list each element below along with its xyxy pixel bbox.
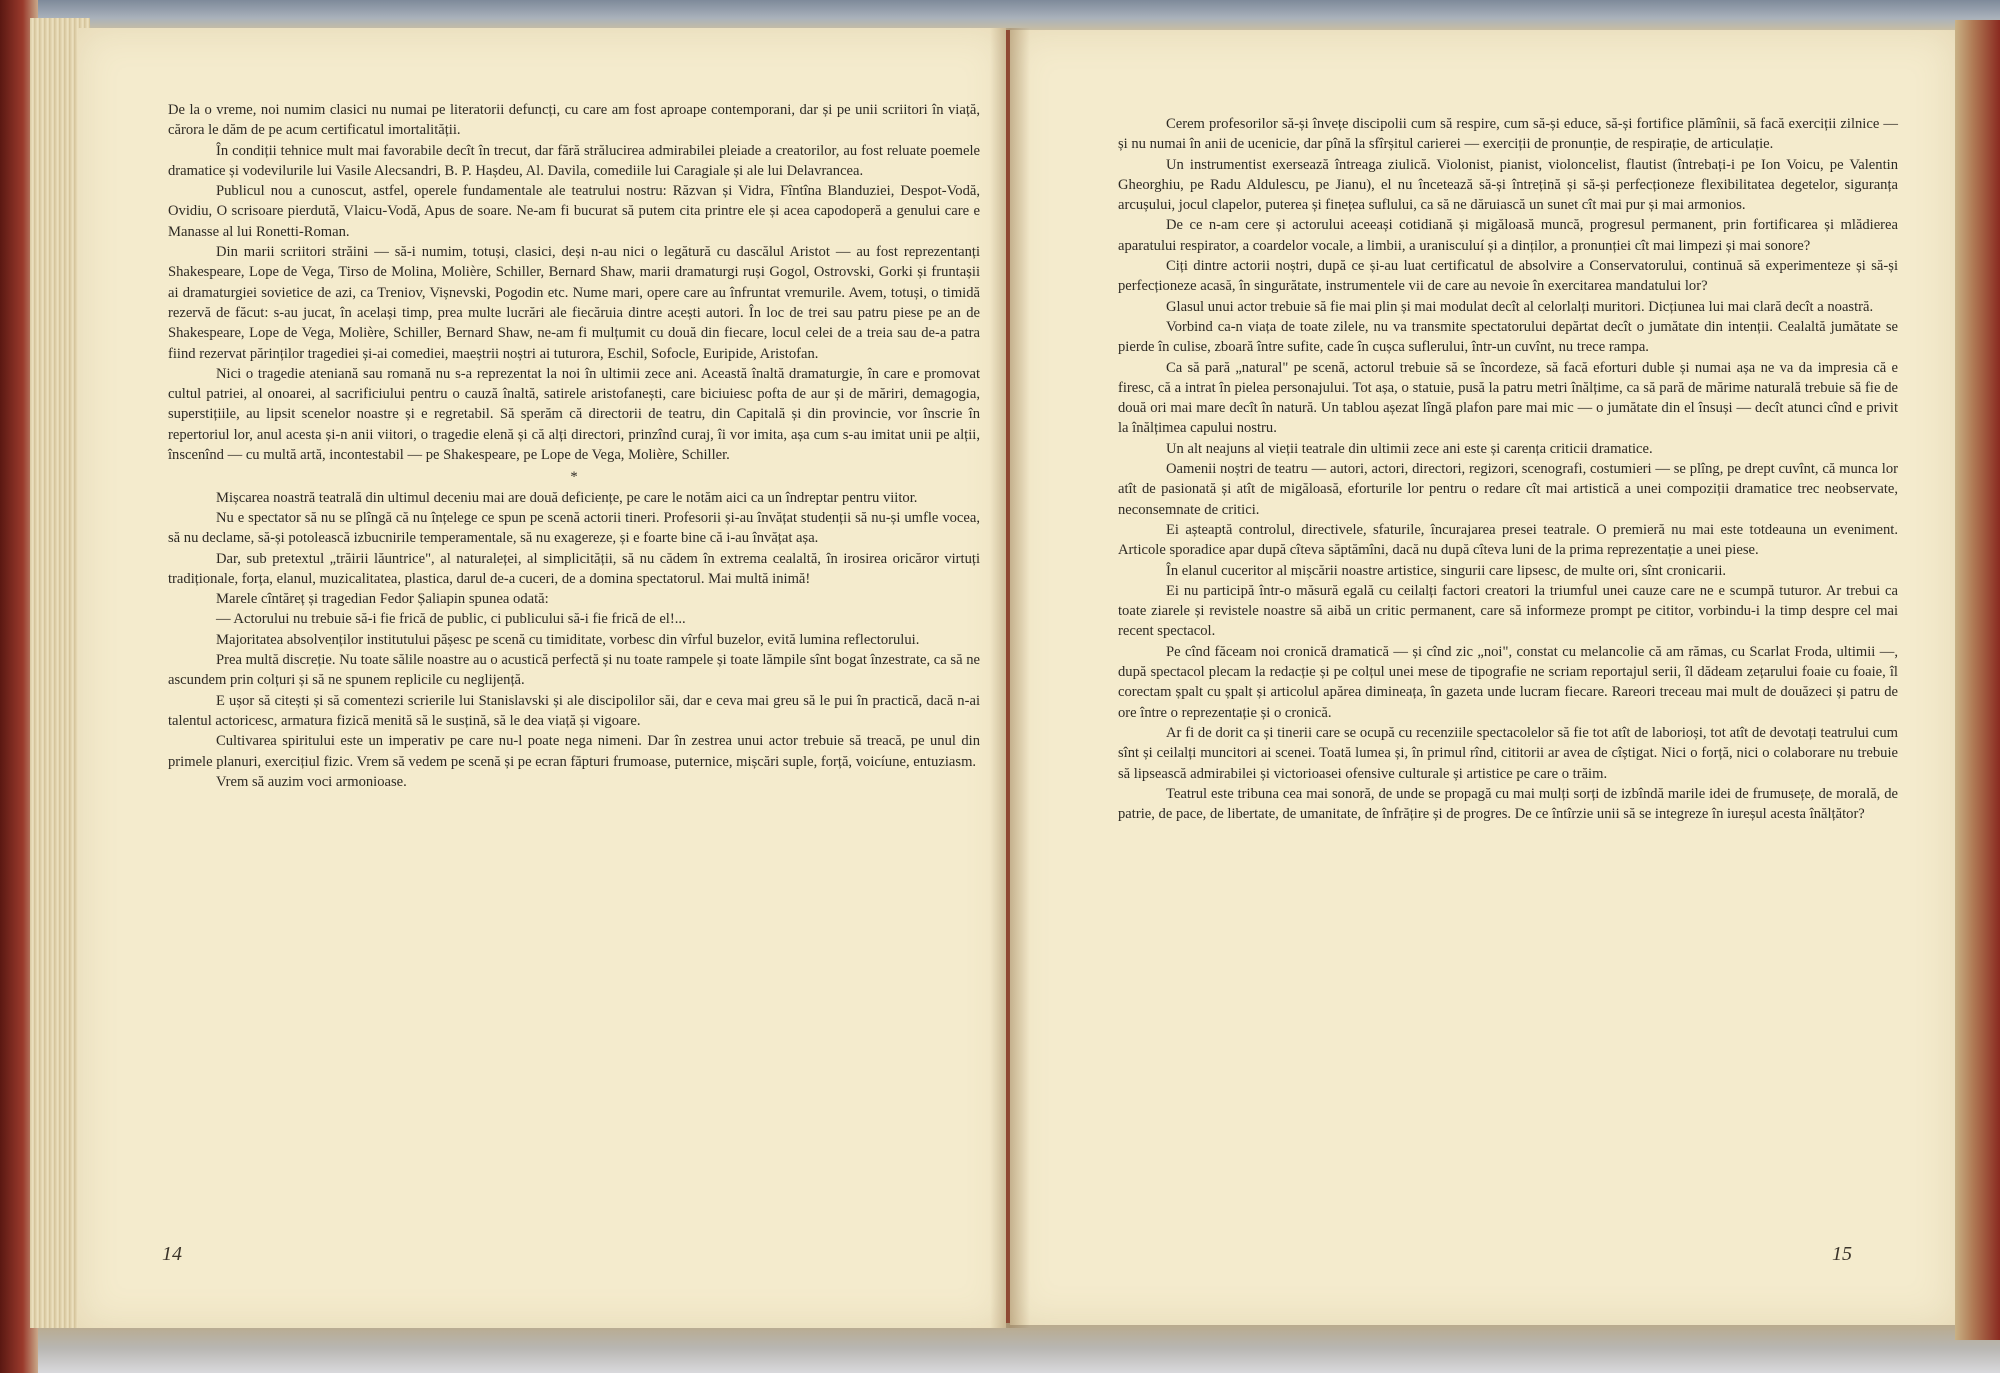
top-background <box>0 0 2000 30</box>
paragraph: Ar fi de dorit ca și tinerii care se ocupă cu recenziile spectacolelor să fie tot atît de laborioși, tot atît de devotați teatrului cum sînt și ceilalți muncitori ai scenei. Toată lumea și, în primul rînd, cititorii ar avea de cîștigat. Nici o forță, nici o colaborare nu trebuie să lipsească admirabilei și victorioasei ofensive culturale și artistice pe care o trăim. <box>1118 724 1898 782</box>
paragraph: Nici o tragedie ateniană sau romană nu s-a reprezentat la noi în ultimii zece ani. Această înaltă dramaturgie, în care e promovat cultul patriei, al onoarei, al sacrificiului pentru o cauză înaltă, satirele aristofanești, care biciuiesc pofta de aur și de măriri, demagogia, superstițiile, au lipsit scenelor noastre și e regretabil. Să sperăm că directorii de teatru, din Capitală și din provincie, vor înscrie în repertoriul lor, anul acesta și-n anii viitori, o tragedie elenă și că alți directori, prinzînd curaj, îi vor imita, așa cum s-au imitat unii pe alții, înscenînd — cu multă artă, incontestabil — pe Shakespeare, pe Lope de Vega, Molière, Schiller. <box>168 365 980 464</box>
paragraph: Majoritatea absolvenților institutului pășesc pe scenă cu timiditate, vorbesc din vîrful buzelor, evită lumina reflectorului. <box>216 631 920 648</box>
paragraph: Marele cîntăreț și tragedian Fedor Șaliapin spunea odată: <box>216 591 549 608</box>
paragraph: Pe cînd făceam noi cronică dramatică — și cînd zic „noi", constat cu melancolie că am rămas, cu Scarlat Froda, ultimii —, după spectacol plecam la redacție și pe colțul unei mese de tipografie ne scriam reportajul serii, îl dădeam zețarului foaie cu foaie, îl corectam șpalt cu șpalt și articolul apărea dimineața, în gazeta unde lucram fiecare. Rareori treceau mai mult de douăzeci și patru de ore între o reprezentație și o cronică. <box>1118 643 1898 721</box>
paragraph: Vorbind ca-n viața de toate zilele, nu va transmite spectatorului depărtat decît o jumătate din intenții. Cealaltă jumătate se pierde în culise, zboară între sufite, cade în cușca suflerului, într-un cuvînt, nu trece rampa. <box>1118 318 1898 356</box>
paragraph: În condiții tehnice mult mai favorabile decît în trecut, dar fără strălucirea admirabilei pleiade a creatorilor, au fost reluate poemele dramatice și vodevilurile lui Vasile Alecsandri, B. P. Hașdeu, Al. Davila, comediile lui Caragiale și ale lui Delavrancea. <box>168 142 980 179</box>
left-page <box>78 28 1006 1328</box>
paragraph: Un instrumentist exersează întreaga ziulică. Violonist, pianist, violoncelist, flautist (întrebați-i pe Ion Voicu, pe Valentin Gheorghiu, pe Radu Aldulescu, pe Jianu), el nu încetează să-și întrețină și să-și perfecționeze flexibilitatea degetelor, siguranța arcușului, jocul clapelor, puterea și finețea suflului, ca să ne dăruiască un sunet cît mai pur și mai armonios. <box>1118 156 1898 214</box>
page-number: 14 <box>162 1243 182 1265</box>
paragraph: Vrem să auzim voci armonioase. <box>216 773 407 790</box>
paragraph: Cerem profesorilor să-și învețe discipolii cum să respire, cum să-și educe, să-și fortifice plămînii, să facă exerciții zilnice — și nu numai în anii de ucenicie, dar pînă la sfîrșitul carierei — exerciții de pronunție, de respirație, de articulație. <box>1118 116 1898 153</box>
paragraph: Ca să pară „natural" pe scenă, actorul trebuie să se încordeze, să facă eforturi duble și numai așa ne va da impresia că e firesc, că a intrat în pielea personajului. Tot așa, o statuie, pusă la patru metri înălțime, ca să pară de mărime naturală trebuie să fie de două ori mai mare decît în natură. Un tablou așezat lîngă plafon pare mai mic — o jumătate din el însuși — decît atunci cînd e privit la înălțimea capului nostru. <box>1118 359 1898 437</box>
paragraph: — Actorului nu trebuie să-i fie frică de public, ci publicului să-i fie frică de el!... <box>216 611 686 628</box>
paragraph: Teatrul este tribuna cea mai sonoră, de unde se propagă cu mai mulți sorți de izbîndă marile idei de frumusețe, de morală, de patrie, de pace, de libertate, de umanitate, de înfrățire și de progres. De ce întîrzie unii să se integreze în iureșul acesta înălțător? <box>1118 785 1898 823</box>
paragraph: Publicul nou a cunoscut, astfel, operele fundamentale ale teatrului nostru: Răzvan și Vidra, Fîntîna Blanduziei, Despot-Vodă, Ovidiu, O scrisoare pierdută, Vlaicu-Vodă, Apus de soare. Ne-am fi bucurat să putem cita printre ele și acea capodoperă a genului care e Manasse al lui Ronetti-Roman. <box>168 183 980 240</box>
paragraph: De la o vreme, noi numim clasici nu numai pe literatorii defuncți, cu care am fost aproape contemporani, dar și pe unii scriitori în viață, cărora le dăm de pe acum certificatul imortalității. <box>168 102 980 139</box>
right-page-text <box>1118 114 1898 824</box>
book-cover-edge <box>1955 20 2000 1340</box>
paragraph: Cultivarea spiritului este un imperativ pe care nu-l poate nega nimeni. Dar în zestrea unui actor trebuie să treacă, pe unul din primele planuri, exercițiul fizic. Vrem să vedem pe scenă și pe ecran făpturi frumoase, puternice, mișcări suple, forță, voicíune, entuziasm. <box>168 733 980 770</box>
paragraph: Din marii scriitori străini — să-i numim, totuși, clasici, deși n-au nici o legătură cu dascălul Aristot — au fost reprezentanți Shakespeare, Lope de Vega, Tirso de Molina, Molière, Schiller, Bernard Shaw, marii dramaturgi ruși Gogol, Ostrovski, Gorki și fruntașii ai dramaturgiei sovietice de azi, ca Treniov, Vișnevski, Pogodin etc. Nume mari, opere care au înfruntat vremurile. Avem, totuși, o timidă rezervă de făcut: s-au jucat, în același timp, prea multe lucrări ale fiecăruia dintre acești autori. În loc de trei sau patru piese pe an de Shakespeare, Lope de Vega, Molière, Schiller, Bernard Shaw, ne-am fi mulțumit cu două din fiecare, locul celei de a treia sau de-a patra fiind rezervat părinților tragediei și-ai comediei, maeștrii noștri ai tuturora, Eschil, Sofocle, Euripide, Aristofan. <box>168 244 980 362</box>
paragraph: Nu e spectator să nu se plîngă că nu înțelege ce spun pe scenă actorii tineri. Profesorii și-au învățat studenții să nu-și umfle vocea, să nu declame, să-și potolească izbucnirile temperamentale, să nu exagereze, și e foarte bine că i-au învățat așa. <box>168 509 980 547</box>
paragraph: Ciți dintre actorii noștri, după ce și-au luat certificatul de absolvire a Conservatorului, continuă să experimenteze și să-și perfecționeze acasă, în singurătate, instrumentele vii de care au nevoie în exercitarea mandatului lor? <box>1118 258 1898 295</box>
bottom-background <box>0 1323 2000 1373</box>
book-gutter <box>990 28 1030 1328</box>
paragraph: Glasul unui actor trebuie să fie mai plin și mai modulat decît al celorlalți muritori. Dicțiunea lui mai clară decît a noastră. <box>1166 298 1874 315</box>
paragraph: E ușor să citești și să comentezi scrierile lui Stanislavski și ale discipolilor săi, dar e ceva mai greu să le pui în practică, dacă n-ai talentul actoricesc, armatura fizică menită să le susțină, să le dea viață și vigoare. <box>168 692 980 729</box>
paragraph: Mișcarea noastră teatrală din ultimul deceniu mai are două deficiențe, pe care le notăm aici ca un îndreptar pentru viitor. <box>216 489 918 506</box>
right-page <box>1010 30 1955 1325</box>
paragraph: Ei nu participă într-o măsură egală cu ceilalți factori creatori la triumful unei cauze care ne e scumpă tuturor. Ar trebui ca toate ziarele și revistele noastre să aibă un critic permanent, care să informeze prompt pe cititor, vorbindu-i la timp despre cel mai recent spectacol. <box>1118 582 1898 640</box>
paragraph: Un alt neajuns al vieții teatrale din ultimii zece ani este și carența criticii dramatice. <box>1166 440 1653 457</box>
paragraph: Ei așteaptă controlul, directivele, sfaturile, încurajarea presei teatrale. O premieră nu mai este totdeauna un eveniment. Articole sporadice apar după cîteva săptămîni, dacă nu după cîteva luni de la prima reprezentație a unei piese. <box>1118 521 1898 559</box>
paragraph: De ce n-am cere și actorului aceeași cotidiană și migăloasă muncă, progresul permanent, prin fortificarea și mlădierea aparatului respirator, a coardelor vocale, a limbii, a uranisculuí și a dinților, a pronunției cît mai limpezi și mai sonore? <box>1118 217 1898 254</box>
paragraph: Prea multă discreție. Nu toate sălile noastre au o acustică perfectă și nu toate rampele și toate lămpile sînt bogat înzestrate, ca să ne ascundem prin colțuri și să ne spunem replicile cu neglijență. <box>168 652 980 689</box>
paragraph: Oamenii noștri de teatru — autori, actori, directori, regizori, scenografi, costumieri — se plîng, pe drept cuvînt, că munca lor atît de pasionată și atît de migăloasă, eforturile lor pentru o redare cît mai artistică a unei compoziții dramatice trec neobservate, neconsemnate de critici. <box>1118 461 1898 518</box>
section-separator: * <box>570 469 578 486</box>
page-number: 15 <box>1832 1243 1852 1265</box>
left-page-text <box>168 100 980 792</box>
paragraph: Dar, sub pretextul „trăirii lăuntrice", al naturaleței, al simplicității, să nu cădem în extrema cealaltă, în irosirea oricăror virtuți tradiționale, forța, elanul, muzicalitatea, plastica, darul de-a cuceri, de a domina spectatorul. Mai multă inimă! <box>168 550 980 587</box>
paragraph: În elanul cuceritor al mișcării noastre artistice, singurii care lipsesc, de multe ori, sînt cronicarii. <box>1166 562 1727 579</box>
